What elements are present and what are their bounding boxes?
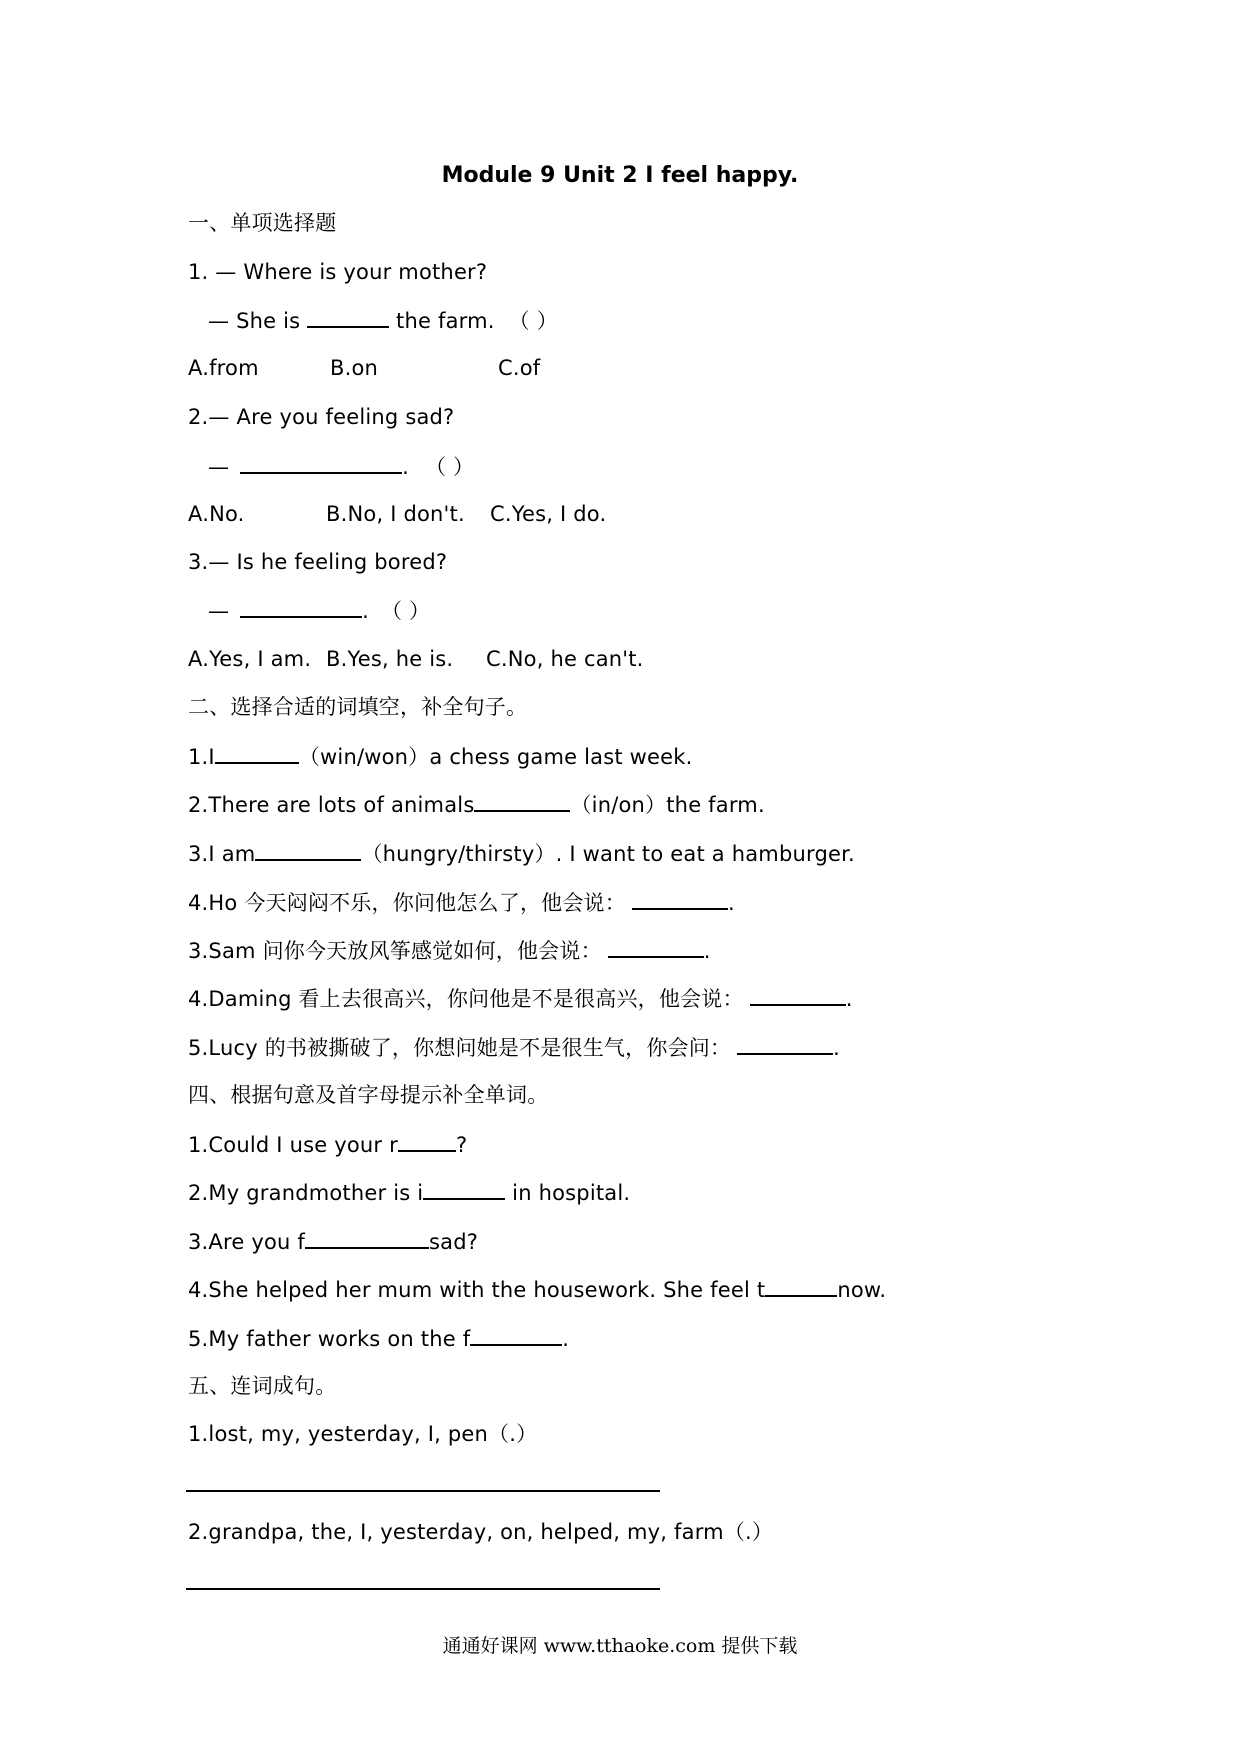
q2-dash: — bbox=[208, 455, 230, 479]
section-4-heading: 四、根据句意及首字母提示补全单词。 bbox=[188, 1083, 549, 1107]
q1-option-b: B.on bbox=[330, 356, 379, 380]
s2-item-1 bbox=[188, 742, 693, 771]
s2-item-3-prefix: 3.I am bbox=[188, 842, 256, 866]
s4-item-1-blank[interactable] bbox=[398, 1130, 456, 1152]
q3-dash: — bbox=[208, 599, 230, 623]
q1-answer-prefix: — She is bbox=[208, 309, 308, 333]
s2-item-1-blank[interactable] bbox=[215, 742, 299, 764]
s2-item-6-blank[interactable] bbox=[750, 984, 846, 1006]
q1-answer-suffix: the farm. bbox=[389, 309, 495, 333]
q1-option-a: A.from bbox=[188, 356, 259, 380]
s4-item-1-suffix: ? bbox=[455, 1133, 468, 1157]
s2-item-1-suffix: （win/won）a chess game last week. bbox=[298, 745, 693, 769]
q2-question: 2.— Are you feeling sad? bbox=[188, 405, 455, 429]
s2-item-6-prefix: 4.Daming 看上去很高兴，你问他是不是很高兴，他会说： bbox=[188, 987, 744, 1011]
s2-item-2-suffix: （in/on）the farm. bbox=[570, 793, 765, 817]
s4-item-3 bbox=[188, 1227, 478, 1256]
section-1-heading: 一、单项选择题 bbox=[188, 211, 337, 235]
q3-question: 3.— Is he feeling bored? bbox=[188, 550, 448, 574]
q1-answer-line bbox=[208, 306, 558, 335]
section-2-heading: 二、选择合适的词填空，补全句子。 bbox=[188, 695, 528, 719]
section-5-heading: 五、连词成句。 bbox=[188, 1374, 337, 1398]
s5-question-2: 2.grandpa, the, I, yesterday, on, helped, my, farm（.） bbox=[188, 1520, 774, 1544]
s2-item-4 bbox=[188, 888, 735, 917]
s4-item-1 bbox=[188, 1130, 467, 1159]
s2-item-5 bbox=[188, 936, 711, 965]
s2-item-3-blank[interactable] bbox=[255, 839, 361, 861]
q2-blank[interactable] bbox=[240, 452, 402, 474]
s2-item-6-suffix: . bbox=[845, 987, 853, 1011]
s2-item-7-suffix: . bbox=[833, 1036, 841, 1060]
s2-item-7 bbox=[188, 1033, 840, 1062]
s5-question-1: 1.lost, my, yesterday, I, pen（.） bbox=[188, 1422, 538, 1446]
s4-item-4 bbox=[188, 1275, 886, 1304]
s2-item-5-suffix: . bbox=[703, 939, 711, 963]
q1-option-c: C.of bbox=[498, 356, 541, 380]
q2-dot: . bbox=[402, 455, 409, 479]
s5-answer-line-2[interactable] bbox=[186, 1588, 660, 1590]
q3-option-b: B.Yes, he is. bbox=[326, 647, 454, 671]
s2-item-2-prefix: 2.There are lots of animals bbox=[188, 793, 475, 817]
q1-blank[interactable] bbox=[307, 306, 389, 328]
s2-item-2 bbox=[188, 790, 765, 819]
q1-question: 1. — Where is your mother? bbox=[188, 260, 488, 284]
s4-item-5-suffix: . bbox=[562, 1327, 570, 1351]
s2-item-3-suffix: （hungry/thirsty）. I want to eat a hamburger. bbox=[361, 842, 855, 866]
q1-bracket[interactable]: （ ） bbox=[508, 309, 558, 333]
q2-option-b: B.No, I don't. bbox=[326, 502, 465, 526]
s4-item-1-prefix: 1.Could I use your r bbox=[188, 1133, 398, 1157]
s2-item-4-blank[interactable] bbox=[632, 888, 728, 910]
s4-item-2-suffix: in hospital. bbox=[505, 1181, 631, 1205]
s4-item-4-suffix: now. bbox=[837, 1278, 887, 1302]
q3-blank[interactable] bbox=[240, 596, 362, 618]
q3-option-a: A.Yes, I am. bbox=[188, 647, 312, 671]
footer-source: 通通好课网 www.tthaoke.com 提供下载 bbox=[442, 1635, 798, 1657]
s2-item-3 bbox=[188, 839, 855, 868]
s2-item-4-prefix: 4.Ho 今天闷闷不乐，你问他怎么了，他会说： bbox=[188, 891, 626, 915]
s2-item-2-blank[interactable] bbox=[474, 790, 570, 812]
s4-item-5-blank[interactable] bbox=[470, 1324, 562, 1346]
s2-item-4-suffix: . bbox=[727, 891, 735, 915]
s5-answer-line-1[interactable] bbox=[186, 1490, 660, 1492]
s4-item-5-prefix: 5.My father works on the f bbox=[188, 1327, 471, 1351]
s4-item-3-suffix: sad? bbox=[429, 1230, 479, 1254]
q3-answer-line bbox=[208, 596, 430, 625]
q2-bracket[interactable]: （ ） bbox=[424, 455, 475, 479]
q2-answer-line bbox=[208, 452, 474, 481]
s4-item-5 bbox=[188, 1324, 569, 1353]
q3-option-c: C.No, he can't. bbox=[486, 647, 644, 671]
s4-item-3-prefix: 3.Are you f bbox=[188, 1230, 306, 1254]
q3-dot: . bbox=[362, 599, 369, 623]
q3-bracket[interactable]: （ ） bbox=[380, 599, 431, 623]
s2-item-5-prefix: 3.Sam 问你今天放风筝感觉如何，他会说： bbox=[188, 939, 602, 963]
q2-option-a: A.No. bbox=[188, 502, 245, 526]
s2-item-6 bbox=[188, 984, 853, 1013]
s2-item-7-prefix: 5.Lucy 的书被撕破了，你想问她是不是很生气，你会问： bbox=[188, 1036, 732, 1060]
s4-item-2-blank[interactable] bbox=[423, 1178, 505, 1200]
s2-item-1-prefix: 1.I bbox=[188, 745, 215, 769]
s4-item-4-prefix: 4.She helped her mum with the housework. She feel t bbox=[188, 1278, 766, 1302]
s2-item-7-blank[interactable] bbox=[737, 1033, 833, 1055]
worksheet-title: Module 9 Unit 2 I feel happy. bbox=[441, 163, 799, 188]
q2-option-c: C.Yes, I do. bbox=[490, 502, 607, 526]
s2-item-5-blank[interactable] bbox=[608, 936, 704, 958]
s4-item-4-blank[interactable] bbox=[765, 1275, 837, 1297]
s4-item-2-prefix: 2.My grandmother is i bbox=[188, 1181, 424, 1205]
s4-item-2 bbox=[188, 1178, 630, 1207]
s4-item-3-blank[interactable] bbox=[305, 1227, 429, 1249]
